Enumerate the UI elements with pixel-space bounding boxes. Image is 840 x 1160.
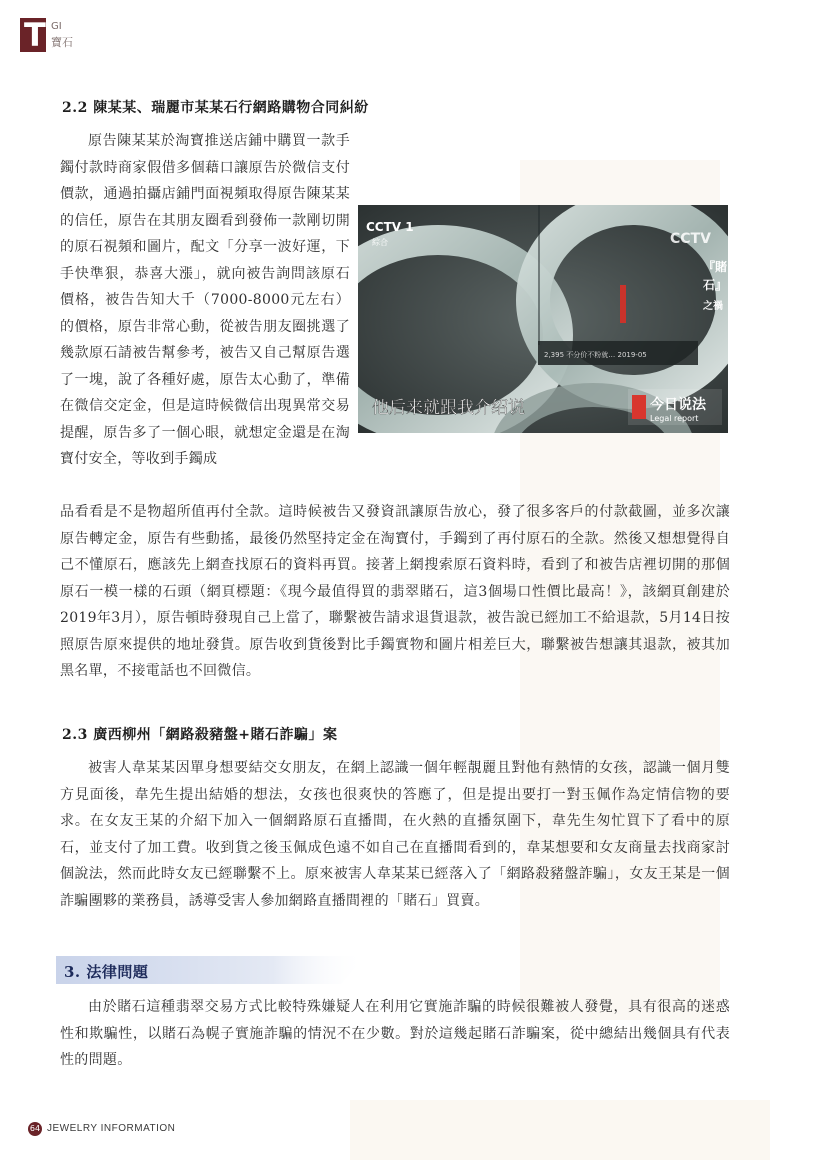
paragraph-2-2-full: 品看看是不是物超所值再付全款。這時候被告又發資訊讓原告放心，發了很多客戶的付款截圖，並多次讓原告轉定金，原告有些動搖，最後仍然堅持定金在淘寶付，手鐲到了再付原石的全款。然後又想想覺得自己不懂原石，應該先上網查找原石的資料再買。接著上網搜索原石資料時，看到了和被告店裡切開的那個原石一模一樣的石頭（網頁標題：《現今最值得買的翡翠賭石，這3個場口性價比最高！》，該網頁創建於2019年3月），原告頓時發現自己上當了，聯繫被告請求退貨退款，被告說已經加工不給退款，5月14日按照原告原來提供的地址發貨。原告收到貨後對比手鐲實物和圖片相差巨大，聯繫被告想讓其退款，被其加黑名單，不接電話也不回微信。	[60, 504, 730, 679]
logo-line-2: 寶石	[51, 36, 73, 49]
background-band	[350, 1100, 770, 1160]
program-logo-mark	[632, 395, 646, 419]
magazine-name: JEWELRY INFORMATION	[47, 1123, 176, 1134]
svg-text:之禍: 之禍	[703, 301, 723, 312]
section-heading-3: 3. 法律問題	[64, 963, 149, 981]
logo-letter: T	[24, 16, 46, 54]
svg-text:石』: 石』	[703, 278, 728, 292]
cctv-photo	[358, 205, 728, 433]
program-name: 今日说法	[650, 397, 706, 413]
bangle-scene	[358, 205, 728, 433]
cctv-watermark: CCTV	[670, 231, 711, 247]
paragraph-3: 由於賭石這種翡翠交易方式比較特殊嫌疑人在利用它實施詐騙的時候很難被人發覺，具有很高的迷惑性和欺騙性，以賭石為幌子實施詐騙的情況不在少數。對於這幾起賭石詐騙案，從中總結出幾個具有代表性的問題。	[60, 999, 730, 1068]
paragraph-2-2-wrapped: 原告陳某某於淘寶推送店鋪中購買一款手鐲付款時商家假借多個藉口讓原告於微信支付價款，通過拍攝店鋪門面視頻取得原告陳某某的信任，原告在其朋友圈看到發佈一款剛切開的原石視頻和圖片，配文「分享一波好運，下手快準狠，恭喜大漲」，就向被告詢問該原石價格，被告告知大千（7000-8000元左右）的價格，原告非常心動，從被告朋友圈挑選了幾款原石請被告幫參考，被告又自己幫原告選了一塊，說了各種好處，原告太心動了，準備在微信交定金，但是這時候微信出現異常交易提醒，原告多了一個心眼，就想定金還是在淘寶付安全，等收到手鐲成	[60, 133, 350, 467]
subtitle-text: 他后来就跟我介绍说	[372, 398, 525, 418]
svg-text:『賭: 『賭	[703, 260, 728, 274]
channel-logo: CCTV 1	[366, 220, 414, 234]
magazine-logo	[20, 18, 110, 58]
logo-line-1: GI	[51, 21, 62, 32]
page-number: 64	[28, 1122, 42, 1136]
section-heading-2-3: 2.3 廣西柳州「網路殺豬盤+賭石詐騙」案	[62, 727, 338, 743]
paragraph-2-3: 被害人韋某某因單身想要結交女朋友，在網上認識一個年輕靚麗且對他有熱情的女孩，認識一個月雙方見面後，韋先生提出結婚的想法，女孩也很爽快的答應了，但是提出要打一對玉佩作為定情信物的要求。在女友王某的介紹下加入一個網路原石直播間，在火熱的直播氛圍下，韋先生匆忙買下了看中的原石，並支付了加工費。收到貨之後玉佩成色遠不如自己在直播間看到的，韋某想要和女友商量去找商家討個說法，然而此時女友已經聯繫不上。原來被害人韋某某已經落入了「網路殺豬盤詐騙」，女友王某是一個詐騙團夥的業務員，誘導受害人參加網路直播間裡的「賭石」買賣。	[60, 760, 730, 909]
channel-sub: 綜合	[372, 238, 388, 247]
section-heading-2-2: 2.2 陳某某、瑞麗市某某石行網路購物合同糾紛	[62, 100, 369, 116]
program-english: Legal report	[650, 414, 699, 423]
red-mark	[620, 285, 626, 323]
small-caption: 2,395 不分价不粉就… 2019-05	[544, 351, 647, 359]
